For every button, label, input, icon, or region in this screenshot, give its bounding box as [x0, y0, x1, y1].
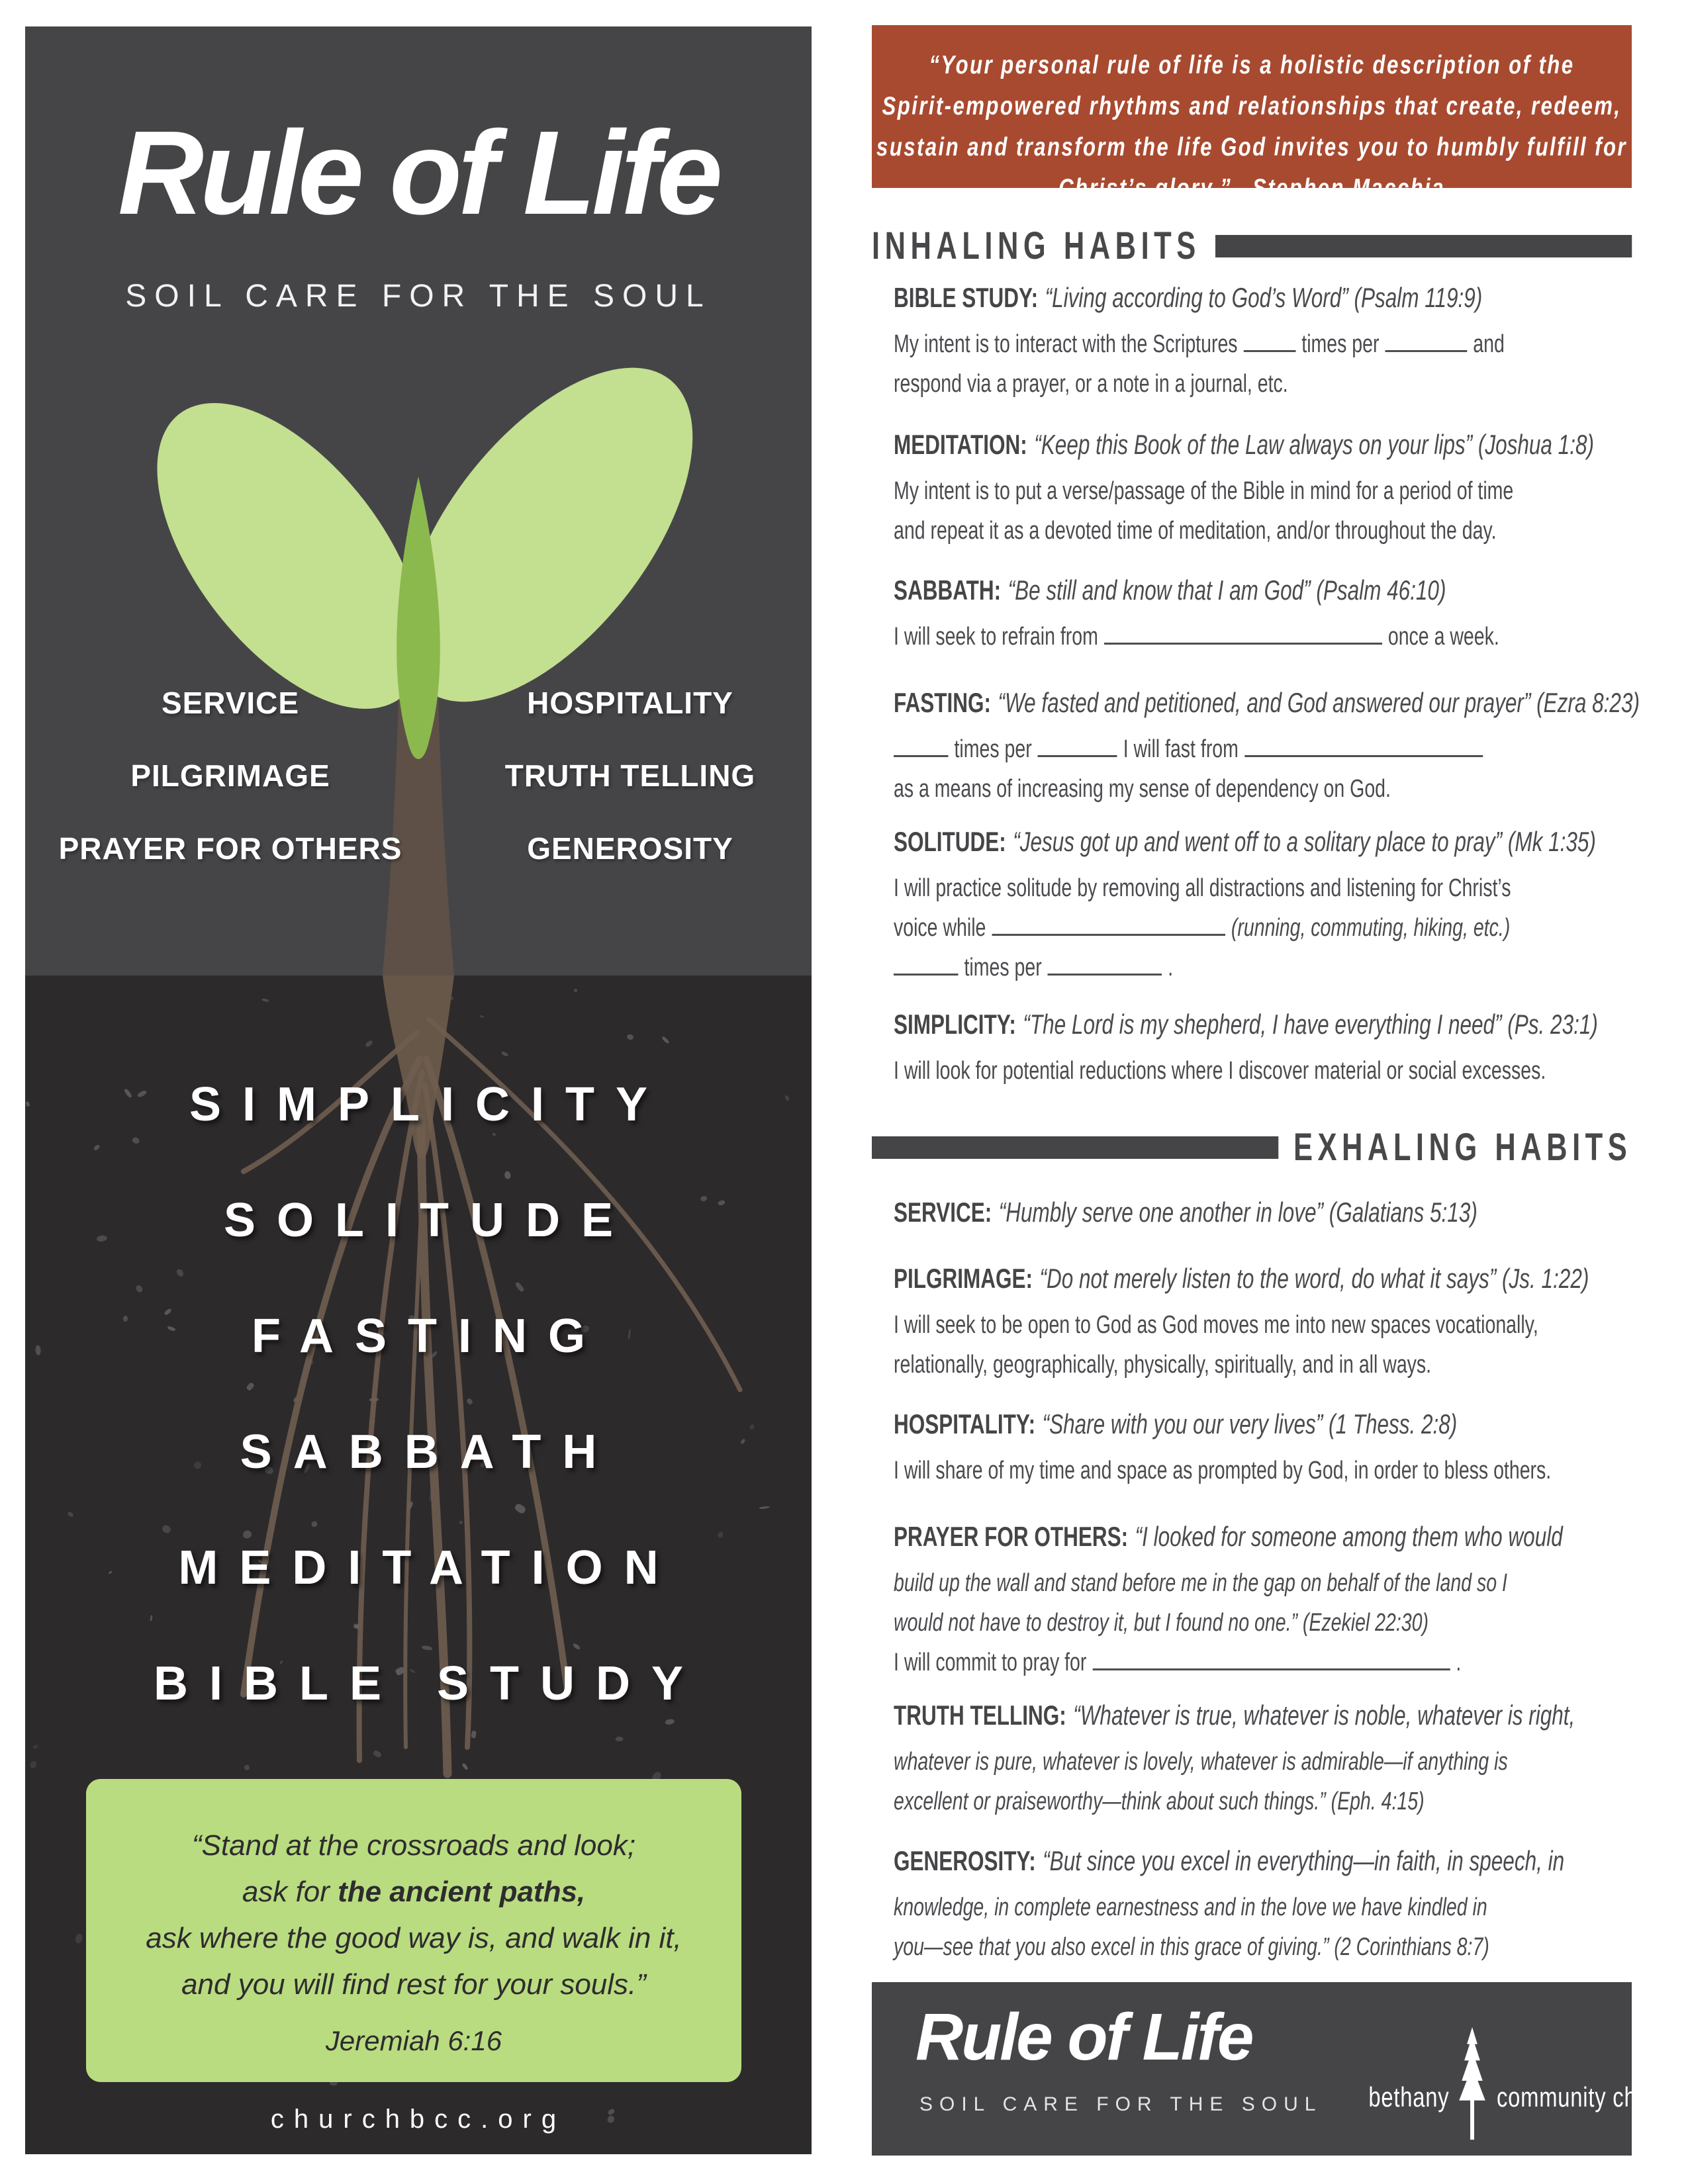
habit-body-line — [894, 1643, 1618, 1682]
habit-body — [894, 1451, 1618, 1490]
habit-body-line — [894, 1051, 1618, 1091]
habit-heading — [894, 1404, 1618, 1451]
banner-line: Christ’s glory.” –Stephen Macchia — [1058, 174, 1445, 203]
poster-title: Rule of Life — [118, 107, 719, 240]
header-bar — [1215, 235, 1632, 257]
exhaling-habits-title: EXHALING HABITS — [1293, 1126, 1632, 1169]
habit-label: SERVICE: — [894, 1197, 992, 1228]
habit-quote: “Humbly serve one another in love” (Galatians 5:13) — [998, 1197, 1477, 1228]
fill-in-blank — [1038, 735, 1117, 757]
habit-body-line — [894, 729, 1618, 769]
habit-meditation — [894, 425, 1618, 551]
habit-body-text: times per — [954, 735, 1032, 763]
habit-body — [894, 1305, 1618, 1385]
habit-body-text: knowledge, in complete earnestness and in the love we have kindled in — [894, 1893, 1487, 1921]
habit-label: SIMPLICITY: — [894, 1009, 1016, 1040]
habit-body-line — [894, 1603, 1618, 1643]
poster-subtitle: SOIL CARE FOR THE SOUL — [125, 279, 712, 314]
habit-body-text: I will share of my time and space as prompted by God, in order to bless others. — [894, 1457, 1552, 1484]
fill-in-blank — [1092, 1649, 1450, 1670]
soil-word-meditation: MEDITATION — [178, 1541, 680, 1594]
soil-word-sabbath: SABBATH — [240, 1426, 618, 1479]
habit-quote: “Be still and know that I am God” (Psalm 46:10) — [1008, 574, 1446, 606]
habit-prayer-for-others — [894, 1517, 1618, 1682]
habit-quote: “Living according to God’s Word” (Psalm 119:9) — [1045, 282, 1483, 313]
habit-body-text: times per — [1301, 330, 1380, 358]
soil-word-simplicity: SIMPLICITY — [189, 1078, 669, 1131]
habit-body-text: . — [1456, 1649, 1462, 1676]
habits-text-area — [872, 0, 1640, 2184]
habit-heading — [894, 1517, 1618, 1563]
habit-body-text: I will practice solitude by removing all distractions and listening for Christ’s — [894, 874, 1511, 902]
habit-body-text: and repeat it as a devoted time of meditation, and/or throughout the day. — [894, 517, 1497, 545]
habit-truth-telling — [894, 1696, 1618, 1821]
quote-line: “Stand at the crossroads and look; — [191, 1829, 636, 1862]
habit-body-text: build up the wall and stand before me in the gap on behalf of the land so I — [894, 1569, 1507, 1597]
habit-body-line — [894, 948, 1618, 987]
habit-label: BIBLE STUDY: — [894, 282, 1039, 313]
habit-body-line — [894, 769, 1618, 809]
habit-heading — [894, 570, 1618, 617]
habit-label: SOLITUDE: — [894, 826, 1006, 857]
habit-body — [894, 1563, 1618, 1682]
habit-body-line — [894, 1742, 1618, 1782]
habit-generosity — [894, 1841, 1618, 1967]
inhaling-habits-header — [872, 224, 1632, 268]
banner-line: “Your personal rule of life is a holistic description of the — [929, 51, 1575, 79]
header-bar — [872, 1136, 1278, 1159]
fill-in-blank — [1244, 330, 1296, 352]
habit-label: PRAYER FOR OTHERS: — [894, 1521, 1129, 1552]
habit-quote: “I looked for someone among them who would — [1135, 1521, 1563, 1552]
habit-quote: “Keep this Book of the Law always on your lips” (Joshua 1:8) — [1034, 429, 1594, 460]
habit-body-text: you—see that you also excel in this grace of giving.” (2 Corinthians 8:7) — [894, 1933, 1489, 1961]
habit-body-line — [894, 1451, 1618, 1490]
left-panel — [25, 26, 812, 2154]
habit-quote: “Share with you our very lives” (1 Thess. 2:8) — [1042, 1408, 1458, 1439]
habit-body-text: I will fast from — [1123, 735, 1239, 763]
habit-body-text: relationally, geographically, physically, spiritually, and in all ways. — [894, 1351, 1432, 1379]
habit-heading — [894, 683, 1640, 729]
habit-quote: “Do not merely listen to the word, do what it says” (Js. 1:22) — [1039, 1263, 1589, 1294]
habit-body-line — [894, 1888, 1618, 1927]
pine-tree-icon — [1452, 2025, 1493, 2142]
inhaling-habits-title: INHALING HABITS — [872, 224, 1201, 267]
habit-heading — [894, 822, 1618, 868]
habit-quote: “But since you excel in everything—in faith, in speech, in — [1043, 1845, 1565, 1876]
soil-word-solitude: SOLITUDE — [223, 1194, 634, 1247]
banner-line: Spirit-empowered rhythms and relationships that create, redeem, — [882, 92, 1622, 120]
habit-solitude — [894, 822, 1618, 987]
habit-bible-study — [894, 278, 1618, 404]
habit-pilgrimage — [894, 1259, 1618, 1385]
branch-word-pilgrimage: PILGRIMAGE — [130, 758, 330, 793]
quote-reference: Jeremiah 6:16 — [325, 2025, 502, 2056]
habit-service — [894, 1193, 1618, 1239]
habit-heading — [894, 1841, 1618, 1888]
banner-line: sustain and transform the life God invites you to humbly fulfill for — [876, 133, 1627, 161]
habit-quote: “The Lord is my shepherd, I have everything I need” (Ps. 23:1) — [1023, 1009, 1598, 1040]
habit-body-line — [894, 1305, 1618, 1345]
habit-label: MEDITATION: — [894, 429, 1027, 460]
quote-line — [86, 1869, 741, 1915]
habit-body-line — [894, 511, 1618, 551]
right-panel — [872, 0, 1681, 2184]
soil-word-bible-study: BIBLE STUDY — [153, 1657, 705, 1710]
quote-line: and you will find rest for your souls.” — [181, 1968, 646, 2001]
quote-line: ask where the good way is, and walk in it, — [146, 1922, 682, 1954]
footer-subtitle: SOIL CARE FOR THE SOUL — [919, 2093, 1323, 2115]
habit-body — [894, 729, 1618, 809]
habit-body — [894, 1888, 1618, 1967]
jeremiah-quote-box — [86, 1779, 741, 2082]
habit-body-text: I will look for potential reductions where I discover material or social excesses. — [894, 1057, 1546, 1085]
habit-body-text: respond via a prayer, or a note in a journal, etc. — [894, 370, 1288, 398]
habit-heading — [894, 425, 1618, 471]
habit-quote: “Whatever is true, whatever is noble, whatever is right, — [1073, 1700, 1575, 1731]
habit-quote: “We fasted and petitioned, and God answered our prayer” (Ezra 8:23) — [998, 687, 1640, 718]
habit-label: HOSPITALITY: — [894, 1408, 1036, 1439]
habit-body-line — [894, 908, 1618, 948]
habit-body-line — [894, 364, 1618, 404]
fill-in-blank — [1104, 623, 1382, 645]
branch-word-hospitality: HOSPITALITY — [527, 686, 733, 720]
habit-body — [894, 324, 1618, 404]
habit-heading — [894, 1193, 1618, 1239]
habit-body-text: as a means of increasing my sense of dependency on God. — [894, 775, 1391, 803]
habit-body-line — [894, 1345, 1618, 1385]
habit-body-line — [894, 617, 1618, 657]
habit-body-text: I will seek to be open to God as God moves me into new spaces vocationally, — [894, 1311, 1538, 1339]
habit-body-line — [894, 1927, 1618, 1967]
soil-word-fasting: FASTING — [251, 1310, 606, 1363]
fill-in-blank — [1048, 954, 1162, 976]
habit-heading — [894, 1259, 1618, 1305]
website-url: churchbcc.org — [270, 2105, 567, 2134]
habit-quote: “Jesus got up and went off to a solitary place to pray” (Mk 1:35) — [1013, 826, 1596, 857]
habit-body-text: would not have to destroy it, but I found no one.” (Ezekiel 22:30) — [894, 1609, 1429, 1637]
habit-simplicity — [894, 1005, 1618, 1091]
church-name-right: community church — [1497, 2081, 1681, 2113]
habit-body-line — [894, 471, 1618, 511]
habit-body — [894, 868, 1618, 987]
habit-body-text: My intent is to interact with the Scriptures — [894, 330, 1238, 358]
habit-hospitality — [894, 1404, 1618, 1490]
branch-word-generosity: GENEROSITY — [527, 831, 733, 866]
fill-in-blank — [992, 914, 1225, 936]
habit-heading — [894, 278, 1618, 324]
habit-body-text: I will seek to refrain from — [894, 623, 1098, 651]
fill-in-blank — [894, 954, 959, 976]
quote-line-bold: the ancient paths, — [338, 1876, 586, 1908]
habit-body-text: times per — [964, 954, 1042, 981]
habit-body-text: I will commit to pray for — [894, 1649, 1087, 1676]
habit-body-text: . — [1168, 954, 1174, 981]
habit-body — [894, 1051, 1618, 1091]
habit-body-text: voice while — [894, 914, 986, 942]
habit-body — [894, 471, 1618, 551]
habit-heading — [894, 1696, 1618, 1742]
habit-body-line — [894, 1563, 1618, 1603]
footer-title: Rule of Life — [915, 2000, 1252, 2074]
habit-label: GENEROSITY: — [894, 1845, 1036, 1876]
church-name-left: bethany — [1368, 2081, 1449, 2113]
habit-body-text: whatever is pure, whatever is lovely, whatever is admirable—if anything is — [894, 1748, 1508, 1776]
habit-body-text: once a week. — [1387, 623, 1499, 651]
habit-heading — [894, 1005, 1618, 1051]
fill-in-blank — [1385, 330, 1468, 352]
exhaling-habits-header — [872, 1125, 1632, 1169]
branch-word-prayer-for-others: PRAYER FOR OTHERS — [58, 831, 402, 866]
habit-body-text: My intent is to put a verse/passage of the Bible in mind for a period of time — [894, 477, 1514, 505]
habit-label: TRUTH TELLING: — [894, 1700, 1066, 1731]
habit-body-text: and — [1473, 330, 1505, 358]
habit-label: FASTING: — [894, 687, 991, 718]
branch-word-service: SERVICE — [161, 686, 300, 720]
habit-body-text: excellent or praiseworthy—think about such things.” (Eph. 4:15) — [894, 1788, 1425, 1815]
fill-in-blank — [894, 735, 949, 757]
quote-line-normal: ask for — [242, 1876, 338, 1908]
footer-bar — [872, 1982, 1681, 2156]
habit-body-text: (running, commuting, hiking, etc.) — [1231, 914, 1511, 942]
fill-in-blank — [1244, 735, 1483, 757]
habit-label: SABBATH: — [894, 574, 1002, 606]
habit-body-line — [894, 868, 1618, 908]
habit-body-line — [894, 324, 1618, 364]
habit-sabbath — [894, 570, 1618, 657]
church-logo — [1368, 1982, 1681, 2156]
habit-label: PILGRIMAGE: — [894, 1263, 1033, 1294]
habit-body-line — [894, 1782, 1618, 1821]
habit-body — [894, 617, 1618, 657]
habit-fasting — [894, 683, 1640, 809]
branch-word-truth-telling: TRUTH TELLING — [504, 758, 756, 793]
habit-body — [894, 1742, 1618, 1821]
